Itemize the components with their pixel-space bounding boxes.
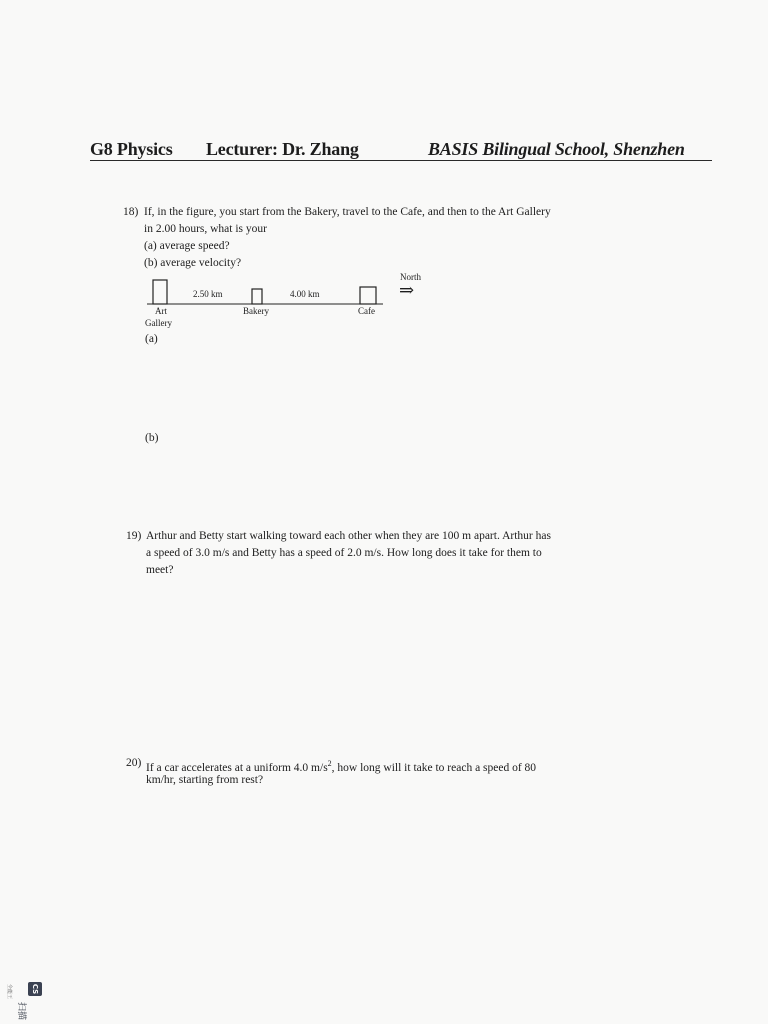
lecturer-name: Lecturer: Dr. Zhang xyxy=(206,139,359,159)
art-gallery-building xyxy=(153,280,167,304)
question-20 xyxy=(126,755,646,795)
q20-text-pre: If a car accelerates at a uniform 4.0 m/s xyxy=(146,761,328,774)
question-text-line: If, in the figure, you start from the Bakery, travel to the Cafe, and then to the Art Gallery xyxy=(144,206,551,218)
label-cafe: Cafe xyxy=(358,306,375,316)
north-arrow-icon: ⇒ xyxy=(399,280,415,300)
answer-a-label: (a) xyxy=(145,333,158,345)
bakery-building xyxy=(252,289,262,304)
distance-label-2: 4.00 km xyxy=(290,289,320,299)
question-text-line: Arthur and Betty start walking toward each other when they are 100 m apart. Arthur has xyxy=(146,530,551,542)
question-text-line: meet? xyxy=(146,564,174,576)
question-number: 19) xyxy=(126,530,142,542)
north-label: North xyxy=(400,272,421,282)
question-text-line: in 2.00 hours, what is your xyxy=(144,223,267,235)
label-gallery: Gallery xyxy=(145,318,172,328)
question-number: 18) xyxy=(123,206,139,218)
figure-drawing xyxy=(143,272,443,332)
part-a-prompt: (a) average speed? xyxy=(144,240,230,252)
label-bakery: Bakery xyxy=(243,306,269,316)
camscanner-logo-icon: CS xyxy=(28,982,42,996)
q20-text-post: , how long will it take to reach a speed of 80 xyxy=(331,761,537,774)
label-art: Art xyxy=(155,306,167,316)
question-text-line: a speed of 3.0 m/s and Betty has a speed of 2.0 m/s. How long does it take for them to xyxy=(146,547,542,559)
cafe-building xyxy=(360,287,376,304)
question-19 xyxy=(126,528,646,588)
distance-figure xyxy=(143,272,443,332)
school-name: BASIS Bilingual School, Shenzhen xyxy=(428,139,685,159)
question-text-line: km/hr, starting from rest? xyxy=(146,774,264,786)
part-b-prompt: (b) average velocity? xyxy=(144,257,242,269)
header-rule xyxy=(90,160,712,161)
q20-exponent: 2 xyxy=(327,759,332,768)
camscanner-small-text: 全能王 xyxy=(6,984,12,1000)
camscanner-text: 扫描 xyxy=(16,1002,26,1021)
distance-label-1: 2.50 km xyxy=(193,289,223,299)
answer-b-label: (b) xyxy=(145,432,159,444)
course-title: G8 Physics xyxy=(90,139,173,159)
question-number: 20) xyxy=(126,757,142,769)
